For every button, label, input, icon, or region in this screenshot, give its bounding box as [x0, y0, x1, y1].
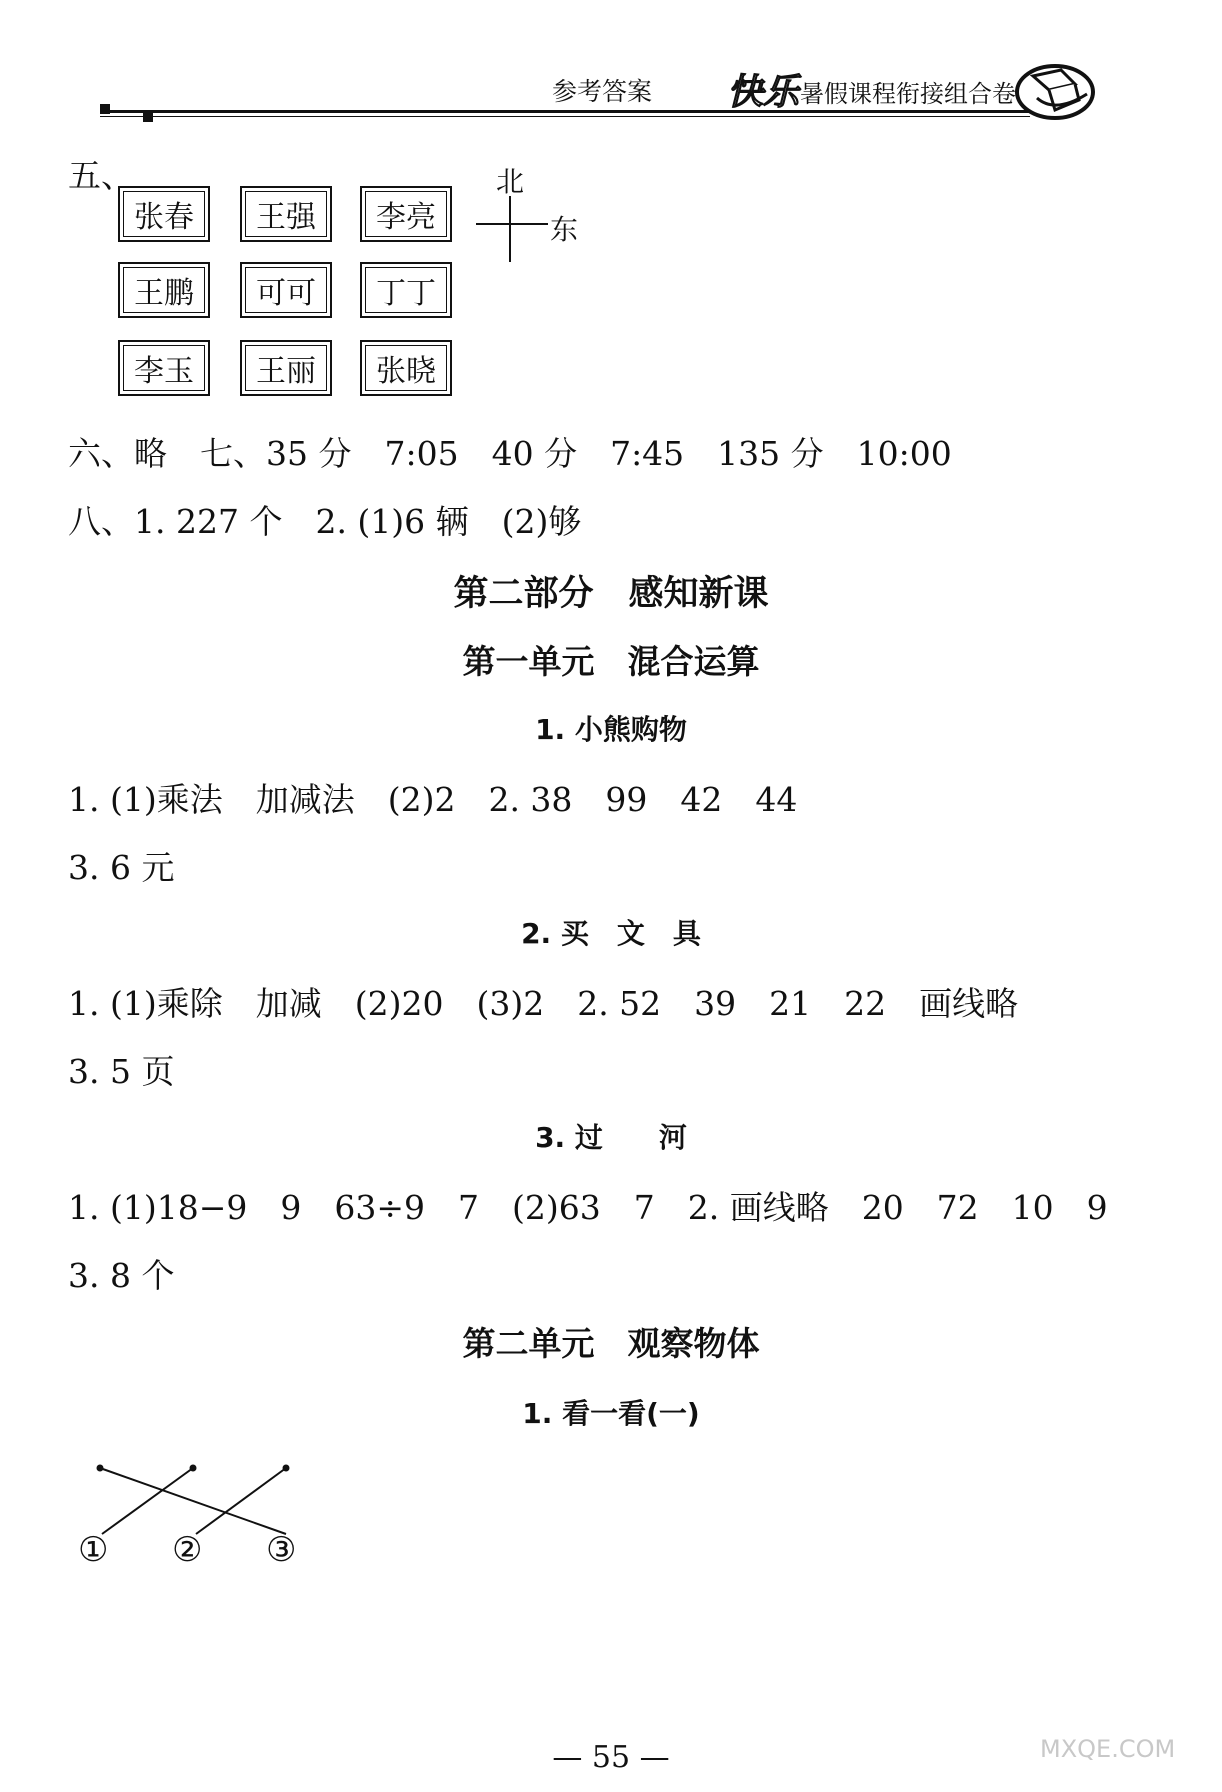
answer-line: 1. (1)乘除 加减 (2)20 (3)2 2. 52 39 21 22 画线略 — [68, 984, 1019, 1023]
unit-1-title: 第一单元 混合运算 — [462, 642, 760, 681]
answer-line: 3. 5 页 — [68, 1052, 175, 1091]
page-number: — 55 — — [552, 1740, 670, 1775]
header-square-right — [143, 112, 153, 122]
compass-north-label: 北 — [496, 165, 525, 198]
header-left-title: 参考答案 — [552, 77, 653, 106]
compass-cross-icon — [470, 196, 550, 266]
watermark: MXQE.COM — [1040, 1735, 1176, 1763]
header-rule — [100, 110, 1030, 113]
name-box: 李玉 — [118, 340, 210, 396]
book-logo-icon — [1015, 54, 1095, 124]
section-5-label: 五、 — [68, 156, 134, 195]
lesson-title: 2. 买 文 具 — [521, 917, 701, 950]
part-title: 第二部分 感知新课 — [453, 574, 769, 614]
name-box: 丁丁 — [360, 262, 452, 318]
compass-east-label: 东 — [550, 213, 579, 246]
matching-label: ② — [172, 1530, 203, 1570]
unit-2-title: 第二单元 观察物体 — [462, 1324, 760, 1363]
lesson-title: 3. 过 河 — [535, 1121, 687, 1154]
answer-line: 1. (1)乘法 加减法 (2)2 2. 38 99 42 44 — [68, 780, 798, 819]
matching-label: ① — [78, 1530, 109, 1570]
name-box: 可可 — [240, 262, 332, 318]
name-box: 王强 — [240, 186, 332, 242]
header-rule-thin — [100, 116, 1030, 117]
answer-line: 1. (1)18−9 9 63÷9 7 (2)63 7 2. 画线略 20 72 10 9 — [68, 1188, 1108, 1227]
name-box: 张晓 — [360, 340, 452, 396]
header-brand: 快乐 — [727, 72, 800, 113]
answer-line-8: 八、1. 227 个 2. (1)6 辆 (2)够 — [68, 502, 582, 541]
name-box: 王丽 — [240, 340, 332, 396]
answer-line: 3. 8 个 — [68, 1256, 175, 1295]
matching-label: ③ — [266, 1530, 297, 1570]
answer-line-6-7: 六、略 七、35 分 7:05 40 分 7:45 135 分 10:00 — [68, 434, 952, 473]
name-box: 李亮 — [360, 186, 452, 242]
lesson-title: 1. 小熊购物 — [535, 713, 687, 746]
header-series-title: 暑假课程衔接组合卷 — [800, 80, 1016, 108]
name-box: 张春 — [118, 186, 210, 242]
answer-line: 3. 6 元 — [68, 848, 175, 887]
lesson-title: 1. 看一看(一) — [522, 1397, 700, 1430]
name-box: 王鹏 — [118, 262, 210, 318]
